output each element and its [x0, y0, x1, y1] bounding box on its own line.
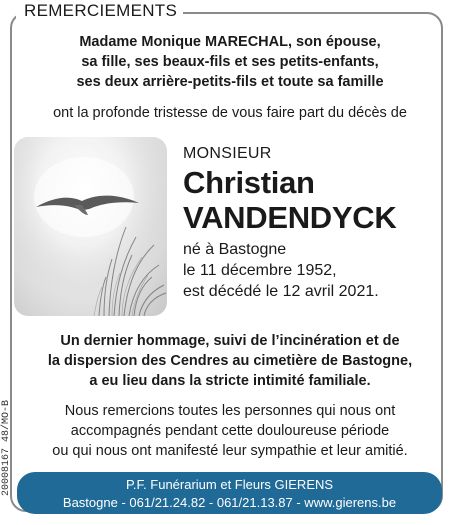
funeral-home-footer [17, 472, 442, 514]
deceased-last-name: VANDENDYCK [183, 200, 397, 235]
reference-code [1, 376, 15, 496]
funeral-home-contact: Bastogne - 061/21.24.82 - 061/21.13.87 - www.gierens.be [62, 495, 397, 510]
family-line: Madame Monique MARECHAL, son épouse, [79, 34, 381, 50]
tribute-text [20, 331, 440, 391]
thanks-line: ou qui nous ont manifesté leur sympathie et leur amitié. [52, 443, 408, 459]
family-announcement [20, 32, 440, 92]
thanks-line: accompagnés pendant cette douloureuse période [70, 423, 390, 439]
birth-death-details [183, 239, 443, 302]
thanks-line: Nous remercions toutes les personnes qui nous ont [64, 403, 396, 419]
birth-place: né à Bastogne [183, 241, 287, 258]
birth-date: le 11 décembre 1952, [183, 262, 337, 279]
thanks-text [20, 401, 440, 461]
tribute-line: a eu lieu dans la stricte intimité familiale. [89, 373, 371, 389]
deceased-block [183, 143, 443, 302]
tribute-line: la dispersion des Cendres au cimetière de Bastogne, [47, 353, 413, 369]
family-line: sa fille, ses beaux-fils et ses petits-enfants, [81, 54, 379, 70]
reference-code-text: 20008167 48/MO-B [1, 399, 12, 496]
bird-over-grass-image [14, 137, 167, 316]
funeral-home-name: P.F. Funérarium et Fleurs GIERENS [125, 477, 334, 492]
death-date: est décédé le 12 avril 2021. [183, 283, 379, 300]
deceased-first-name: Christian [183, 165, 315, 200]
section-title: REMERCIEMENTS [16, 1, 183, 21]
family-line: ses deux arrière-petits-fils et toute sa famille [76, 74, 384, 90]
deceased-title: MONSIEUR [183, 145, 272, 162]
intro-text: ont la profonde tristesse de vous faire part du décès de [53, 105, 407, 121]
tribute-line: Un dernier hommage, suivi de l’incinération et de [60, 333, 400, 349]
